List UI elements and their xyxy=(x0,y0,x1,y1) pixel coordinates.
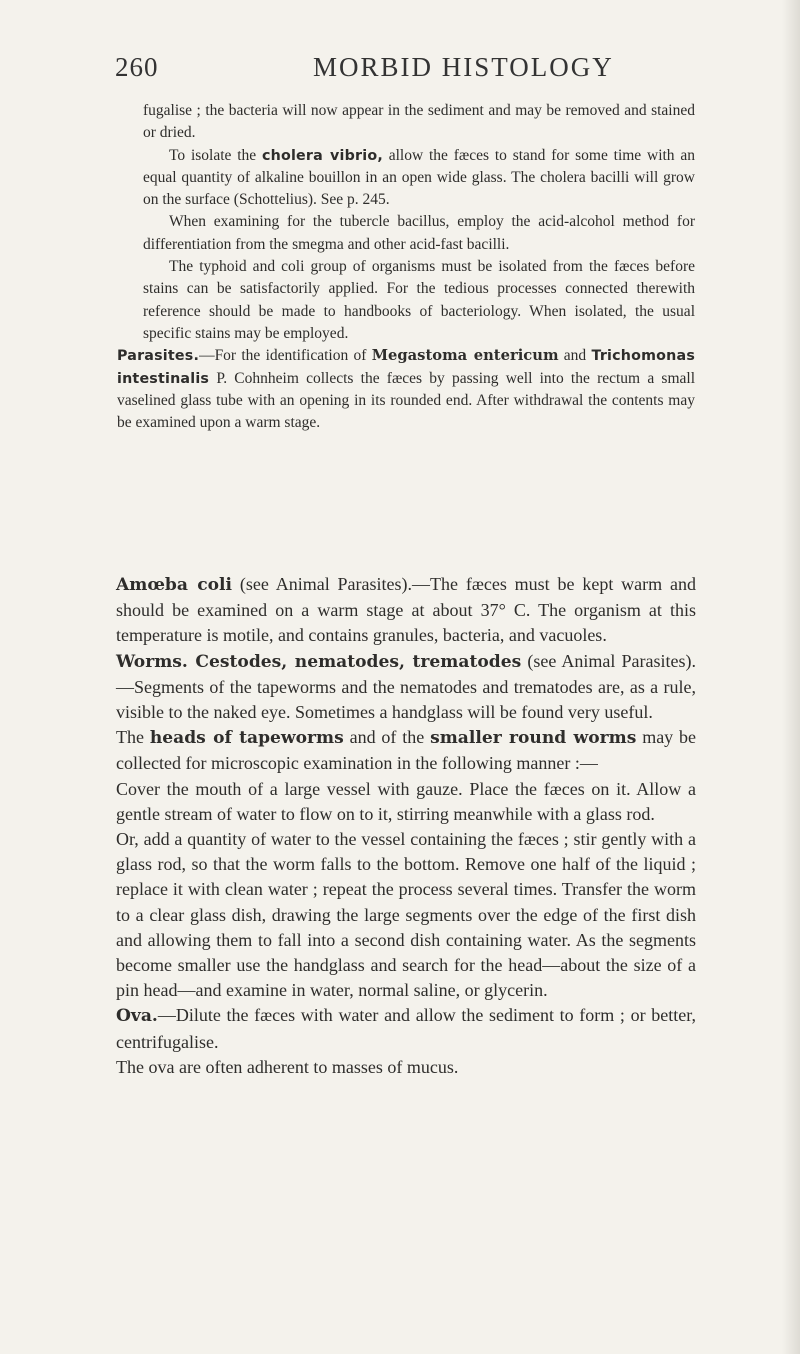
paragraph-fugalise: fugalise ; the bacteria will now appear in the sediment and may be removed and stained or dried. xyxy=(143,102,695,142)
text: —For the identification of xyxy=(199,347,372,365)
paragraph-ova xyxy=(116,1003,696,1054)
small-print-section xyxy=(117,100,695,434)
term-heads-of-tapeworms: heads of tapeworms xyxy=(149,728,344,749)
heading-worms: Worms. Cestodes, nematodes, trematodes xyxy=(116,651,522,672)
text: may be collected for microscopic examination in the following manner :— xyxy=(116,727,697,774)
text: (see Animal Parasites).—The fæces must be kept warm and should be examined on a warm stage at about 37° C. The organism at this temperature is motile, and contains granules, bacteria, and vacuoles. xyxy=(116,574,696,646)
paragraph-cholera xyxy=(143,145,695,212)
term-smaller-round-worms: smaller round worms xyxy=(430,728,637,749)
text: The xyxy=(116,727,150,748)
paragraph-typhoid: The typhoid and coli group of organisms must be isolated from the fæces before stains can be satisfactorily applied. For the tedious processes connected therewith reference should be made to handbooks of bacteriology. When isolated, the usual specific stains may be employed. xyxy=(143,258,695,342)
heading-ova: Ova. xyxy=(116,1006,158,1027)
term-cholera-vibrio: cholera vibrio, xyxy=(261,147,383,164)
paragraph-parasites xyxy=(117,345,695,434)
text: To isolate the xyxy=(169,146,262,164)
paragraph-mucus: The ova are often adherent to masses of mucus. xyxy=(116,1056,459,1077)
paragraph-heads xyxy=(116,725,696,776)
text: —Dilute the fæces with water and allow the sediment to form ; or better, centrifugalise. xyxy=(116,1005,696,1052)
text: allow the fæces to stand for some time with an equal quantity of alkaline bouillon in an open wide glass. The cholera bacilli will grow on the surface (Schottelius). See p. 245. xyxy=(143,146,695,209)
paragraph-gauze: Cover the mouth of a large vessel with gauze. Place the fæces on it. Allow a gentle stream of water to flow on to it, stirring meanwhile with a glass rod. xyxy=(116,778,696,824)
paragraph-tubercle: When examining for the tubercle bacillus, employ the acid-alcohol method for differentiation from the smegma and other acid-fast bacilli. xyxy=(143,213,695,253)
text: and of the xyxy=(343,727,431,748)
heading-amoeba-coli: Amœba coli xyxy=(116,575,233,595)
paragraph-worms xyxy=(116,649,696,726)
paragraph-amoeba xyxy=(116,572,696,649)
text: and xyxy=(558,347,592,365)
term-trichomonas: Trichomonas intestinalis xyxy=(117,348,695,387)
heading-parasites: Parasites. xyxy=(117,348,200,365)
text: P. Cohnheim collects the fæces by passing well into the rectum a small vaselined glass tube with an opening in its rounded end. After withdrawal the contents may be examined upon a warm stage. xyxy=(117,369,695,432)
page-header xyxy=(115,52,715,92)
paragraph-water-method: Or, add a quantity of water to the vessel containing the fæces ; stir gently with a glass rod, so that the worm falls to the bottom. Remove one half of the liquid ; replace it with clean water ; repeat the process several times. Transfer the worm to a clear glass dish, drawing the large segments over the edge of the first dish and allowing them to fall into a second dish containing water. As the segments become smaller use the handglass and search for the head—about the size of a pin head—and examine in water, normal saline, or glycerin. xyxy=(116,829,696,1001)
term-megastoma: Megastoma entericum xyxy=(371,347,559,365)
page-edge-shadow xyxy=(782,0,800,1354)
text: (see Animal Parasites).—Segments of the tapeworms and the nematodes and trematodes are, as a rule, visible to the naked eye. Sometimes a handglass will be found very useful. xyxy=(116,650,696,723)
large-print-section xyxy=(116,572,696,1080)
running-head: MORBID HISTOLOGY xyxy=(313,52,614,82)
page-number: 260 xyxy=(115,52,159,82)
